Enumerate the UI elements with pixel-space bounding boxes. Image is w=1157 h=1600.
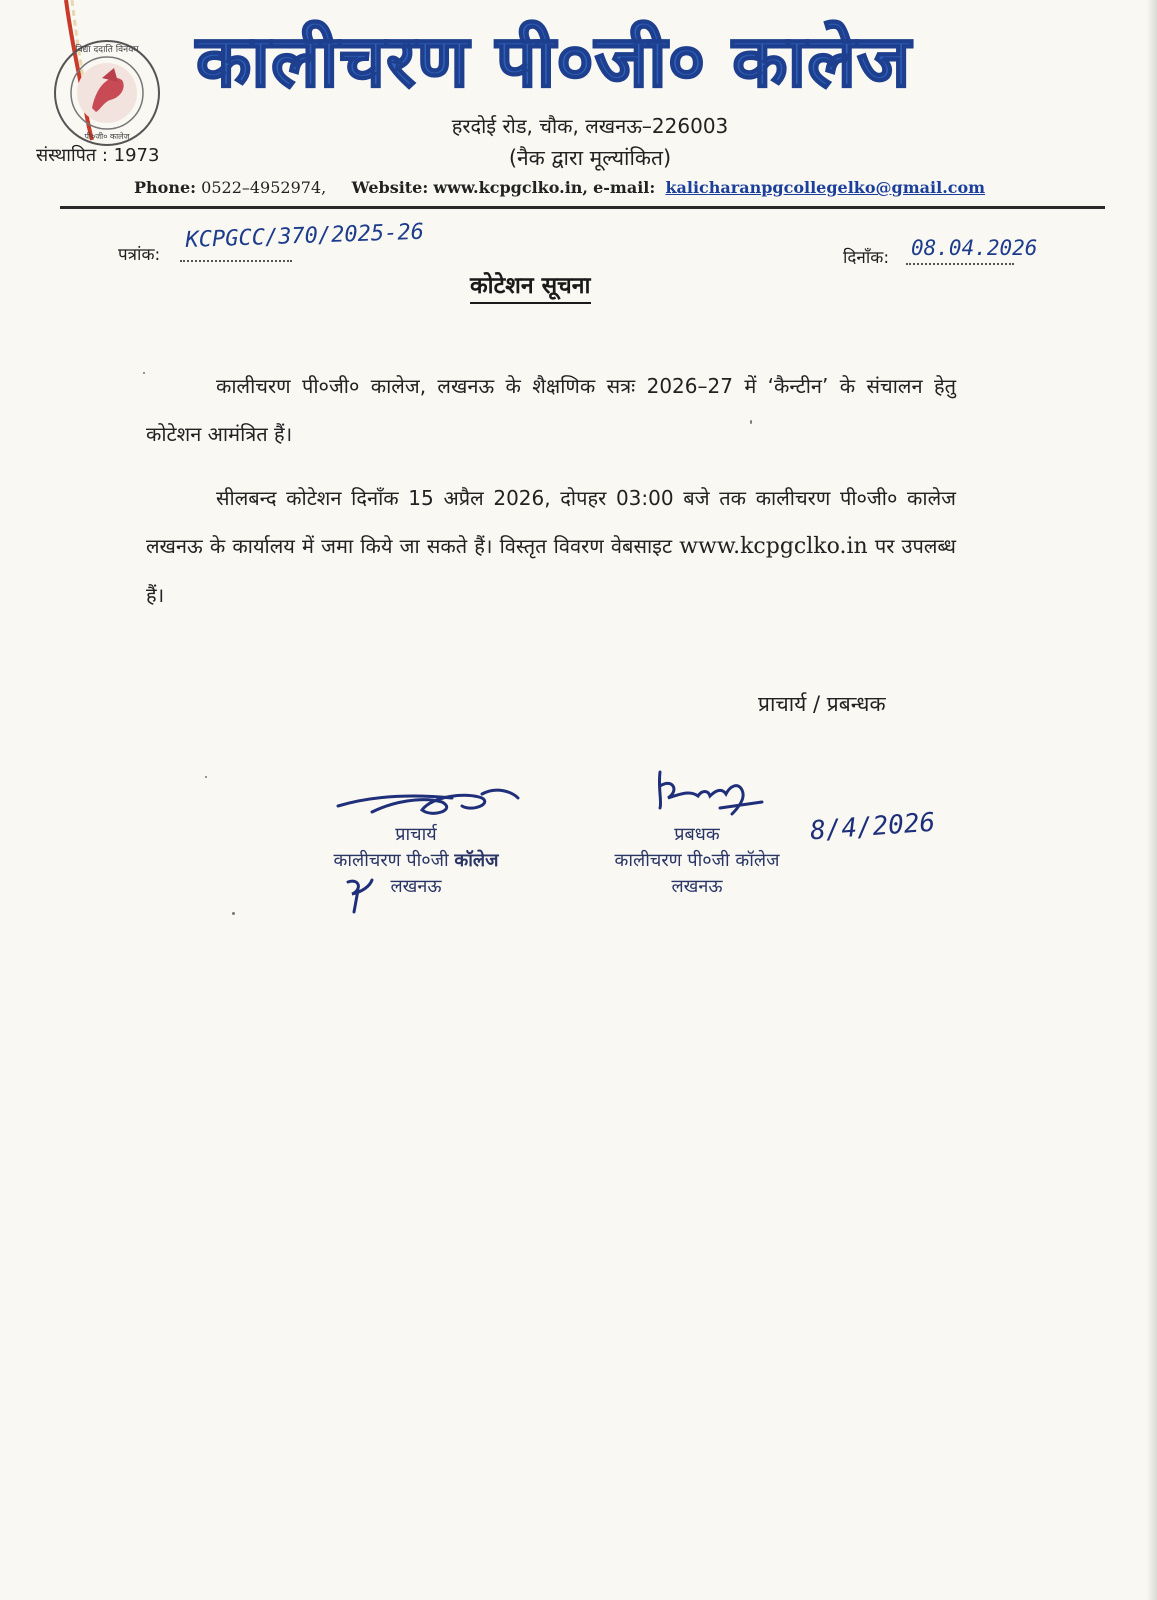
website-reference: www.kcpgclko.in xyxy=(679,534,868,559)
paper-speck xyxy=(143,372,145,374)
manager-stamp-city: लखनऊ xyxy=(671,876,723,897)
signatory-designation: प्राचार्य / प्रबन्धक xyxy=(758,692,886,716)
principal-stamp-college-word: कॉलेज xyxy=(454,850,499,871)
reference-number: KCPGCC/370/2025-26 xyxy=(185,219,425,253)
phone-number: 0522–4952974, xyxy=(201,178,327,197)
website-link[interactable]: www.kcpgclko.in, xyxy=(433,178,588,197)
email-link[interactable]: kalicharanpgcollegelko@gmail.com xyxy=(665,178,986,197)
college-address: हरदोई रोड, चौक, लखनऊ–226003 xyxy=(451,114,729,138)
header-divider xyxy=(60,206,1105,209)
notice-paragraph-1: कालीचरण पी०जी० कालेज, लखनऊ के शैक्षणिक सत्रः 2026–27 में ‘कैन्टीन’ के संचालन हेतु कोटेशन आमंत्रित हैं। xyxy=(146,374,956,446)
notice-title: कोटेशन सूचना xyxy=(470,268,591,304)
paper-speck xyxy=(232,912,235,915)
website-label: Website: xyxy=(351,178,429,197)
principal-stamp-college-name: कालीचरण पी०जी xyxy=(333,850,449,871)
manager-stamp-college: कालीचरण पी०जी कॉलेज xyxy=(614,850,780,871)
college-seal-logo xyxy=(52,38,162,148)
manager-sign-date: 8/4/2026 xyxy=(809,807,937,847)
notice-paragraph-2 xyxy=(146,474,956,619)
principal-initials xyxy=(340,876,380,916)
date-label: दिनाँक: xyxy=(843,248,890,268)
contact-line xyxy=(134,178,985,197)
principal-stamp-city: लखनऊ xyxy=(390,876,442,897)
paper-speck xyxy=(205,776,207,778)
seal-text-bottom: पी०जी० कालेज xyxy=(84,132,130,141)
principal-stamp-title: प्राचार्य xyxy=(395,824,437,845)
reference-dotted-line xyxy=(180,260,292,262)
page-edge-shadow xyxy=(1147,0,1157,1600)
paragraph-2-end: पर उपलब्ध हैं। xyxy=(146,534,957,607)
principal-stamp-college xyxy=(296,848,536,874)
paper-speck xyxy=(750,420,752,424)
phone-label: Phone: xyxy=(134,178,197,197)
paragraph-2-text: सीलबन्द कोटेशन दिनाँक 15 अप्रैल 2026, दोपहर 03:00 बजे तक कालीचरण पी०जी० कालेज लखनऊ के कार्यालय में जमा किये जा सकते हैं। विस्तृत विवरण वेबसाइट xyxy=(146,486,956,558)
college-name: कालीचरण पी०जी० कालेज xyxy=(196,19,912,103)
letter-date: 08.04.2026 xyxy=(911,236,1038,260)
reference-label: पत्रांक: xyxy=(118,245,161,265)
manager-signature xyxy=(650,768,770,828)
manager-stamp-title: प्रबधक xyxy=(674,824,720,845)
email-label: e-mail: xyxy=(593,178,656,197)
established-year: संस्थापित : 1973 xyxy=(36,145,160,166)
seal-text: विद्या ददाति विनयम xyxy=(75,45,139,55)
principal-stamp xyxy=(296,822,536,900)
date-dotted-line xyxy=(906,263,1014,265)
accreditation-note: (नैक द्वारा मूल्यांकित) xyxy=(508,146,672,170)
manager-stamp xyxy=(582,822,812,900)
